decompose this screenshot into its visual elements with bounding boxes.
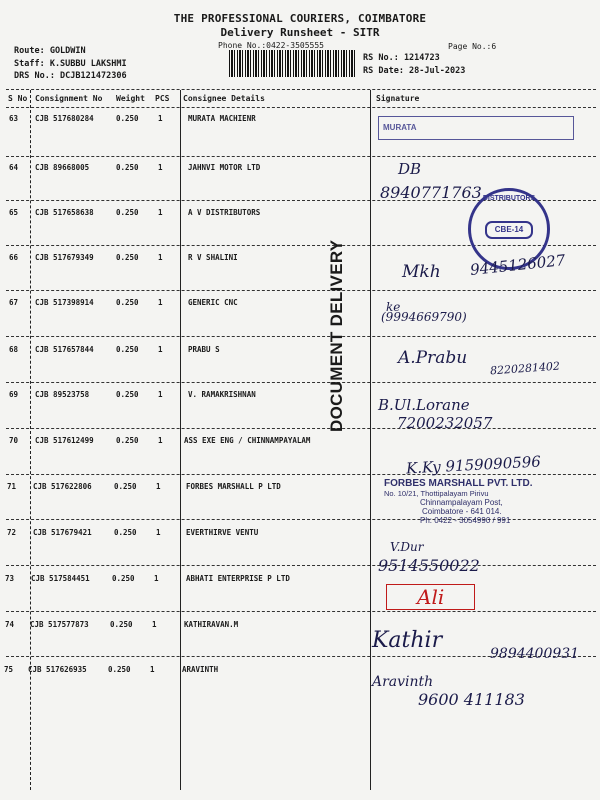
- row-consignee: JAHNVI MOTOR LTD: [188, 163, 261, 172]
- row-consignment-no: CJB 517612499: [35, 436, 94, 445]
- rs-date: RS Date: 28-Jul-2023: [363, 66, 466, 76]
- row-pcs: 1: [158, 298, 163, 307]
- row-consignment-no: CJB 517658638: [35, 208, 94, 217]
- signature-69-phone: 7200232057: [397, 414, 493, 432]
- row-consignee: MURATA MACHIENR: [188, 114, 256, 123]
- row-pcs: 1: [156, 482, 161, 491]
- stamp-line: Coimbatore - 641 014.: [422, 507, 502, 516]
- signature-75-phone: 9600 411183: [418, 690, 525, 709]
- col-divider: [370, 90, 371, 790]
- row-pcs: 1: [158, 163, 163, 172]
- row-sno: 70: [9, 436, 19, 445]
- row-weight: 0.250: [116, 390, 139, 399]
- drs-number: DRS No.: DCJB121472306: [14, 71, 127, 81]
- page-number: Page No.:6: [448, 42, 497, 51]
- row-sno: 66: [9, 253, 19, 262]
- signature-69: B.Ul.Lorane: [378, 396, 470, 414]
- company-name: THE PROFESSIONAL COURIERS, COIMBATORE: [173, 12, 427, 25]
- row-sno: 64: [9, 163, 19, 172]
- row-consignee: GENERIC CNC: [188, 298, 238, 307]
- row-pcs: 1: [158, 345, 163, 354]
- row-consignment-no: CJB 517679349: [35, 253, 94, 262]
- row-sno: 75: [4, 665, 14, 674]
- signature-64-phone: 8940771763: [380, 183, 482, 202]
- row-weight: 0.250: [112, 574, 135, 583]
- row-pcs: 1: [158, 436, 163, 445]
- row-consignee: EVERTHIRVE VENTU: [186, 528, 259, 537]
- signature-66: Mkh: [402, 262, 441, 282]
- signature-74-phone: 9894400931: [490, 646, 580, 662]
- row-weight: 0.250: [116, 208, 139, 217]
- row-consignment-no: CJB 517622806: [33, 482, 92, 491]
- row-consignee: V. RAMAKRISHNAN: [188, 390, 256, 399]
- stamp-murata: MURATA: [378, 116, 574, 140]
- row-weight: 0.250: [116, 298, 139, 307]
- row-weight: 0.250: [114, 482, 137, 491]
- col-consignment: Consignment No: [35, 94, 103, 103]
- stamp-line: FORBES MARSHALL PVT. LTD.: [384, 478, 533, 489]
- row-pcs: 1: [158, 253, 163, 262]
- signature-67: ke: [386, 300, 401, 314]
- row-weight: 0.250: [114, 528, 137, 537]
- row-weight: 0.250: [116, 436, 139, 445]
- staff: Staff: K.SUBBU LAKSHMI: [14, 59, 127, 69]
- row-weight: 0.250: [116, 345, 139, 354]
- row-weight: 0.250: [116, 163, 139, 172]
- row-consignment-no: CJB 517626935: [28, 665, 87, 674]
- phone-number: Phone No.:0422-3505555: [218, 41, 324, 50]
- row-rule: [6, 565, 596, 566]
- signature-72: V.Dur: [390, 540, 424, 554]
- row-sno: 63: [9, 114, 19, 123]
- signature-67-phone: (9994669790): [381, 310, 467, 324]
- stamp-ring-text: DISTRIBUTORS: [482, 195, 536, 202]
- row-weight: 0.250: [116, 114, 139, 123]
- row-consignment-no: CJB 517657844: [35, 345, 94, 354]
- document-delivery-label: DOCUMENT DELIVERY: [327, 239, 346, 432]
- col-sno: S No: [8, 94, 28, 103]
- header-bottom-rule: [6, 107, 596, 108]
- row-rule: [6, 156, 596, 157]
- row-consignment-no: CJB 89668005: [35, 163, 90, 172]
- row-consignment-no: CJB 517398914: [35, 298, 94, 307]
- row-consignee: A V DISTRIBUTORS: [188, 208, 261, 217]
- col-consignee: Consignee Details: [183, 94, 265, 103]
- row-weight: 0.250: [116, 253, 139, 262]
- row-consignment-no: CJB 517577873: [30, 620, 89, 629]
- row-rule: [6, 474, 596, 475]
- row-rule: [6, 382, 596, 383]
- row-pcs: 1: [150, 665, 155, 674]
- row-sno: 74: [5, 620, 15, 629]
- row-rule: [6, 428, 596, 429]
- row-weight: 0.250: [108, 665, 131, 674]
- row-consignee: PRABU S: [188, 345, 220, 354]
- row-sno: 73: [5, 574, 15, 583]
- signature-75: Aravinth: [372, 674, 434, 690]
- row-consignee: FORBES MARSHALL P LTD: [186, 482, 281, 491]
- stamp-line: Chinnampalayam Post,: [420, 498, 503, 507]
- col-divider: [30, 90, 31, 790]
- route: Route: GOLDWIN: [14, 46, 86, 56]
- rs-number: RS No.: 1214723: [363, 53, 440, 63]
- signature-68-phone: 8220281402: [489, 359, 561, 378]
- col-divider: [180, 90, 181, 790]
- signature-68: A.Prabu: [398, 348, 468, 368]
- row-sno: 68: [9, 345, 19, 354]
- col-pcs: PCS: [155, 94, 170, 103]
- barcode: [229, 50, 357, 77]
- row-consignee: ABHATI ENTERPRISE P LTD: [186, 574, 290, 583]
- row-sno: 69: [9, 390, 19, 399]
- row-pcs: 1: [154, 574, 159, 583]
- signature-70: K.Ky 9159090596: [405, 452, 542, 478]
- stamp-center-text: CBE-14: [485, 221, 533, 239]
- signature-64: DB: [398, 160, 422, 178]
- row-consignment-no: CJB 517584451: [31, 574, 90, 583]
- row-pcs: 1: [156, 528, 161, 537]
- row-pcs: 1: [158, 208, 163, 217]
- runsheet-title: Delivery Runsheet - SITR: [220, 26, 380, 39]
- row-pcs: 1: [158, 114, 163, 123]
- row-consignment-no: CJB 89523758: [35, 390, 90, 399]
- row-sno: 71: [7, 482, 17, 491]
- signature-72-phone: 9514550022: [378, 556, 480, 575]
- stamp-forbes-marshall: [384, 478, 594, 525]
- row-consignment-no: CJB 517679421: [33, 528, 92, 537]
- row-consignee: ARAVINTH: [182, 665, 219, 674]
- row-rule: [6, 290, 596, 291]
- row-sno: 67: [9, 298, 19, 307]
- row-rule: [6, 611, 596, 612]
- signature-66-phone: 9445126027: [469, 251, 567, 279]
- stamp-line: Ph: 0422 - 3054990 / 991: [420, 516, 511, 525]
- row-sno: 72: [7, 528, 17, 537]
- row-pcs: 1: [158, 390, 163, 399]
- row-sno: 65: [9, 208, 19, 217]
- col-weight: Weight: [116, 94, 145, 103]
- row-rule: [6, 336, 596, 337]
- signature-74: Kathir: [372, 628, 443, 653]
- signature-73: Ali: [386, 584, 475, 610]
- row-weight: 0.250: [110, 620, 133, 629]
- row-consignee: ASS EXE ENG / CHINNAMPAYALAM: [184, 436, 311, 445]
- row-consignment-no: CJB 517680284: [35, 114, 94, 123]
- row-consignee: R V SHALINI: [188, 253, 238, 262]
- row-consignee: KATHIRAVAN.M: [184, 620, 239, 629]
- row-pcs: 1: [152, 620, 157, 629]
- stamp-line: No. 10/21, Thottipalayam Pirivu: [384, 489, 489, 498]
- header-top-rule: [6, 89, 596, 90]
- col-signature: Signature: [376, 94, 420, 103]
